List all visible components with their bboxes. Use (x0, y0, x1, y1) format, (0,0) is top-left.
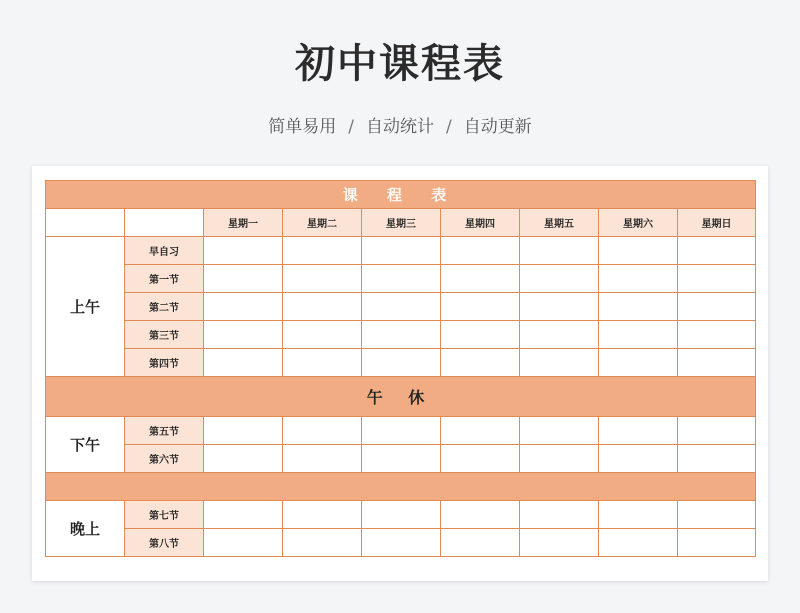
schedule-cell[interactable] (204, 265, 283, 293)
timetable-card (32, 166, 768, 581)
schedule-cell[interactable] (520, 293, 599, 321)
subtitle-item: 简单易用 (268, 117, 337, 137)
schedule-cell[interactable] (678, 501, 756, 529)
day-header: 星期日 (678, 209, 756, 237)
schedule-cell[interactable] (204, 349, 283, 377)
schedule-cell[interactable] (520, 265, 599, 293)
schedule-cell[interactable] (204, 237, 283, 265)
period-label: 第二节 (125, 293, 204, 321)
schedule-cell[interactable] (520, 321, 599, 349)
schedule-cell[interactable] (441, 237, 520, 265)
schedule-cell[interactable] (678, 529, 756, 557)
schedule-cell[interactable] (362, 417, 441, 445)
schedule-cell[interactable] (283, 349, 362, 377)
schedule-cell[interactable] (441, 265, 520, 293)
noon-break-label: 午 休 (46, 377, 756, 417)
schedule-cell[interactable] (362, 349, 441, 377)
day-header: 星期二 (283, 209, 362, 237)
schedule-cell[interactable] (362, 445, 441, 473)
day-header: 星期六 (599, 209, 678, 237)
schedule-cell[interactable] (283, 237, 362, 265)
schedule-cell[interactable] (678, 321, 756, 349)
day-header: 星期五 (520, 209, 599, 237)
schedule-cell[interactable] (599, 529, 678, 557)
schedule-cell[interactable] (599, 321, 678, 349)
period-label: 第一节 (125, 265, 204, 293)
period-row (46, 321, 756, 349)
schedule-cell[interactable] (678, 265, 756, 293)
subtitle-separator: / (348, 117, 354, 137)
schedule-cell[interactable] (204, 529, 283, 557)
period-row (46, 445, 756, 473)
schedule-cell[interactable] (204, 417, 283, 445)
subtitle-separator: / (446, 117, 452, 137)
schedule-cell[interactable] (599, 445, 678, 473)
day-header: 星期三 (362, 209, 441, 237)
day-header-row (46, 209, 756, 237)
timetable (45, 180, 756, 557)
corner-cell (46, 209, 125, 237)
period-label: 早自习 (125, 237, 204, 265)
schedule-cell[interactable] (678, 445, 756, 473)
schedule-cell[interactable] (283, 445, 362, 473)
dinner-break-cell (46, 473, 756, 501)
section-label-morning: 上午 (46, 237, 125, 377)
schedule-cell[interactable] (441, 321, 520, 349)
schedule-cell[interactable] (599, 265, 678, 293)
schedule-cell[interactable] (520, 349, 599, 377)
schedule-cell[interactable] (678, 237, 756, 265)
schedule-cell[interactable] (441, 417, 520, 445)
schedule-cell[interactable] (441, 293, 520, 321)
timetable-header-row (46, 181, 756, 209)
schedule-cell[interactable] (362, 321, 441, 349)
dinner-break-row (46, 473, 756, 501)
period-label: 第六节 (125, 445, 204, 473)
schedule-cell[interactable] (599, 417, 678, 445)
timetable-header: 课 程 表 (46, 181, 756, 209)
schedule-cell[interactable] (520, 417, 599, 445)
schedule-cell[interactable] (520, 501, 599, 529)
period-label: 第七节 (125, 501, 204, 529)
period-row (46, 293, 756, 321)
schedule-cell[interactable] (599, 237, 678, 265)
corner-cell (125, 209, 204, 237)
schedule-cell[interactable] (204, 445, 283, 473)
period-label: 第五节 (125, 417, 204, 445)
period-row (46, 349, 756, 377)
period-label: 第八节 (125, 529, 204, 557)
period-row (46, 529, 756, 557)
schedule-cell[interactable] (441, 349, 520, 377)
schedule-cell[interactable] (441, 445, 520, 473)
period-row (46, 417, 756, 445)
schedule-cell[interactable] (283, 321, 362, 349)
subtitle-item: 自动更新 (463, 117, 532, 137)
subtitle-item: 自动统计 (366, 117, 434, 137)
page-title: 初中课程表 (295, 41, 505, 87)
schedule-cell[interactable] (283, 501, 362, 529)
schedule-cell[interactable] (362, 501, 441, 529)
section-label-evening: 晚上 (46, 501, 125, 557)
schedule-cell[interactable] (599, 293, 678, 321)
schedule-cell[interactable] (362, 237, 441, 265)
period-row (46, 265, 756, 293)
schedule-cell[interactable] (204, 293, 283, 321)
schedule-cell[interactable] (283, 529, 362, 557)
schedule-cell[interactable] (283, 417, 362, 445)
schedule-cell[interactable] (441, 501, 520, 529)
day-header: 星期四 (441, 209, 520, 237)
noon-break-row (46, 377, 756, 417)
schedule-cell[interactable] (283, 293, 362, 321)
page-subtitle (0, 112, 800, 137)
schedule-cell[interactable] (283, 265, 362, 293)
period-label: 第三节 (125, 321, 204, 349)
schedule-cell[interactable] (441, 529, 520, 557)
period-row (46, 501, 756, 529)
schedule-cell[interactable] (362, 529, 441, 557)
schedule-cell[interactable] (362, 293, 441, 321)
schedule-cell[interactable] (520, 529, 599, 557)
period-row (46, 237, 756, 265)
schedule-cell[interactable] (204, 501, 283, 529)
schedule-cell[interactable] (204, 321, 283, 349)
day-header: 星期一 (204, 209, 283, 237)
schedule-cell[interactable] (520, 237, 599, 265)
schedule-cell[interactable] (599, 501, 678, 529)
schedule-cell[interactable] (599, 349, 678, 377)
schedule-cell[interactable] (520, 445, 599, 473)
section-label-afternoon: 下午 (46, 417, 125, 473)
period-label: 第四节 (125, 349, 204, 377)
schedule-cell[interactable] (678, 349, 756, 377)
schedule-cell[interactable] (678, 293, 756, 321)
schedule-cell[interactable] (362, 265, 441, 293)
schedule-cell[interactable] (678, 417, 756, 445)
